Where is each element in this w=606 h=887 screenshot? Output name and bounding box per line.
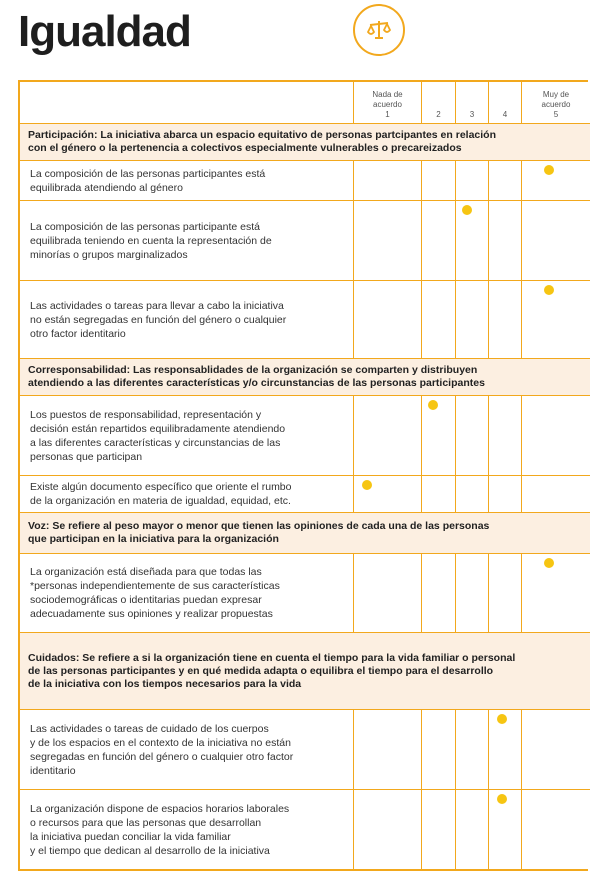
rating-cell-4[interactable] <box>489 396 522 476</box>
rating-mark-dot <box>428 400 438 410</box>
header-col-1-label-a: Nada de <box>372 90 403 99</box>
rating-cell-3[interactable] <box>456 790 489 869</box>
section-heading-line <box>28 520 582 533</box>
statement-text <box>30 565 280 621</box>
statement-cell <box>20 476 354 513</box>
scales-icon-badge <box>353 4 405 56</box>
header-col-3 <box>456 82 489 124</box>
statement-cell <box>20 554 354 633</box>
section-heading-line: de la iniciativa con los tiempos necesarios para la vida <box>28 677 302 690</box>
page-title: Igualdad <box>18 7 191 56</box>
rating-cell-4[interactable] <box>489 476 522 513</box>
section-description: La iniciativa abarca un espacio equitativo de personas partcipantes en relación <box>100 129 496 141</box>
rating-cell-5[interactable] <box>522 201 590 281</box>
statement-text <box>30 167 265 195</box>
rating-cell-4[interactable] <box>489 710 522 790</box>
rating-cell-5[interactable] <box>522 476 590 513</box>
statement-line: Los puestos de responsabilidad, representación y <box>30 408 262 421</box>
statement-line: y de los espacios en el contexto de la iniciativa no están <box>30 736 291 749</box>
rating-cell-5[interactable] <box>522 161 590 201</box>
statement-line: o recursos para que las personas que desarrollan <box>30 816 262 829</box>
statement-text <box>30 480 292 508</box>
rating-cell-3[interactable] <box>456 710 489 790</box>
statement-cell <box>20 710 354 790</box>
statement-cell <box>20 396 354 476</box>
rating-cell-5[interactable] <box>522 554 590 633</box>
rating-cell-2[interactable] <box>422 396 456 476</box>
statement-line: otro factor identitario <box>30 327 126 340</box>
rating-cell-3[interactable] <box>456 281 489 359</box>
rating-cell-1[interactable] <box>354 710 422 790</box>
rating-cell-2[interactable] <box>422 161 456 201</box>
section-description: Se refiere a si la organización tiene en cuenta el tiempo para la vida familiar o personal <box>82 651 516 664</box>
rating-cell-1[interactable] <box>354 281 422 359</box>
statement-line: adecuadamente sus opiniones y realizar propuestas <box>30 608 273 620</box>
statement-line: *personas independientemente de sus características <box>30 580 280 592</box>
statement-line: de la organización en materia de igualdad, equidad, etc. <box>30 495 291 507</box>
rating-mark-dot <box>544 165 554 175</box>
rating-cell-2[interactable] <box>422 554 456 633</box>
rating-cell-4[interactable] <box>489 161 522 201</box>
statement-cell <box>20 790 354 869</box>
section-heading-line <box>28 129 582 142</box>
header-col-5 <box>522 82 590 124</box>
rating-cell-1[interactable] <box>354 201 422 281</box>
statement-line: Las actividades o tareas de cuidado de los cuerpos <box>30 722 269 735</box>
statement-line: sociodemográficas o identitarias puedan expresar <box>30 594 262 606</box>
header-col-4-number: 4 <box>502 110 508 119</box>
section-name: Cuidados: <box>28 651 80 664</box>
rating-cell-3[interactable] <box>456 161 489 201</box>
statement-text <box>30 299 286 341</box>
statement-line: y el tiempo que dedican al desarrollo de la iniciativa <box>30 844 270 857</box>
section-heading-line: de las personas participantes y en qué medida adapta o equilibra el tiempo para el desarrollo <box>28 664 494 677</box>
rating-cell-1[interactable] <box>354 790 422 869</box>
header-col-5-label-a: Muy de <box>542 90 570 99</box>
header-col-4 <box>489 82 522 124</box>
statement-line: Existe algún documento específico que oriente el rumbo <box>30 481 292 493</box>
rating-mark-dot <box>497 794 507 804</box>
statement-text <box>30 722 293 778</box>
header-col-5-label-b: acuerdo <box>541 100 571 109</box>
rating-mark-dot <box>362 480 372 490</box>
statement-cell <box>20 281 354 359</box>
rating-cell-5[interactable] <box>522 790 590 869</box>
scales-icon <box>364 15 394 45</box>
section-description: Se refiere al peso mayor o menor que tienen las opiniones de cada una de las personas <box>52 520 490 532</box>
statement-line: la iniciativa puedan conciliar la vida familiar <box>30 830 231 843</box>
rating-cell-4[interactable] <box>489 201 522 281</box>
statement-line: equilibrada teniendo en cuenta la representación de <box>30 234 272 247</box>
section-heading-line <box>28 652 582 665</box>
rating-cell-4[interactable] <box>489 790 522 869</box>
rating-cell-5[interactable] <box>522 281 590 359</box>
statement-cell <box>20 201 354 281</box>
statement-line: La organización dispone de espacios horarios laborales <box>30 802 290 815</box>
rating-cell-3[interactable] <box>456 554 489 633</box>
rating-cell-2[interactable] <box>422 710 456 790</box>
section-heading <box>20 513 590 554</box>
statement-line: equilibrada atendiendo al género <box>30 181 183 194</box>
statement-text <box>30 802 289 858</box>
rating-cell-1[interactable] <box>354 554 422 633</box>
header-col-2 <box>422 82 456 124</box>
rating-mark-dot <box>544 285 554 295</box>
section-heading-line: con el género o la pertenencia a colectivos especialmente vulnerables o precareizados <box>28 142 462 154</box>
statement-line: personas que participan <box>30 450 143 463</box>
section-heading <box>20 359 590 396</box>
rating-cell-3[interactable] <box>456 201 489 281</box>
section-heading <box>20 124 590 161</box>
section-name: Corresponsabilidad: <box>28 364 131 376</box>
rating-cell-2[interactable] <box>422 476 456 513</box>
section-heading-line: atendiendo a las diferentes características y/o circunstancias de las personas participantes <box>28 377 485 389</box>
header-col-5-number: 5 <box>553 110 559 119</box>
statement-line: no están segregadas en función del género o cualquier <box>30 313 287 326</box>
header-col-1-label-b: acuerdo <box>373 100 402 109</box>
statement-line: a las diferentes características y circunstancias de las <box>30 436 281 449</box>
section-heading-line <box>28 364 582 377</box>
rating-cell-1[interactable] <box>354 476 422 513</box>
statement-text <box>30 408 285 464</box>
statement-text <box>30 220 272 262</box>
rating-cell-2[interactable] <box>422 201 456 281</box>
statement-line: La composición de las personas participante está <box>30 220 260 233</box>
rating-cell-4[interactable] <box>489 554 522 633</box>
section-heading <box>20 633 590 710</box>
statement-line: identitario <box>30 764 76 777</box>
rating-cell-4[interactable] <box>489 281 522 359</box>
statement-line: La composición de las personas participantes está <box>30 167 266 180</box>
rating-mark-dot <box>544 558 554 568</box>
statement-line: segregadas en función del género o cualquier otro factor <box>30 750 294 763</box>
rating-table <box>18 80 588 871</box>
rating-cell-3[interactable] <box>456 396 489 476</box>
section-name: Voz: <box>28 520 50 532</box>
rating-cell-2[interactable] <box>422 790 456 869</box>
header-blank <box>20 82 354 124</box>
rating-mark-dot <box>497 714 507 724</box>
rating-mark-dot <box>462 205 472 215</box>
statement-cell <box>20 161 354 201</box>
section-description: Las responsablidades de la organización se comparten y distribuyen <box>133 364 478 376</box>
rating-cell-3[interactable] <box>456 476 489 513</box>
rating-cell-5[interactable] <box>522 710 590 790</box>
rating-cell-2[interactable] <box>422 281 456 359</box>
rating-cell-1[interactable] <box>354 396 422 476</box>
statement-line: decisión están repartidos equilibradamente atendiendo <box>30 422 286 435</box>
header-col-2-number: 2 <box>436 110 441 119</box>
statement-line: minorías o grupos marginalizados <box>30 248 188 261</box>
rating-cell-5[interactable] <box>522 396 590 476</box>
rating-cell-1[interactable] <box>354 161 422 201</box>
section-heading-line: que participan en la iniciativa para la organización <box>28 533 279 545</box>
header-col-1-number: 1 <box>385 110 390 119</box>
statement-line: La organización está diseñada para que todas las <box>30 566 262 578</box>
statement-line: Las actividades o tareas para llevar a cabo la iniciativa <box>30 299 284 312</box>
header-col-1 <box>354 82 422 124</box>
section-name: Participación: <box>28 129 98 141</box>
header-col-3-number: 3 <box>469 110 475 119</box>
